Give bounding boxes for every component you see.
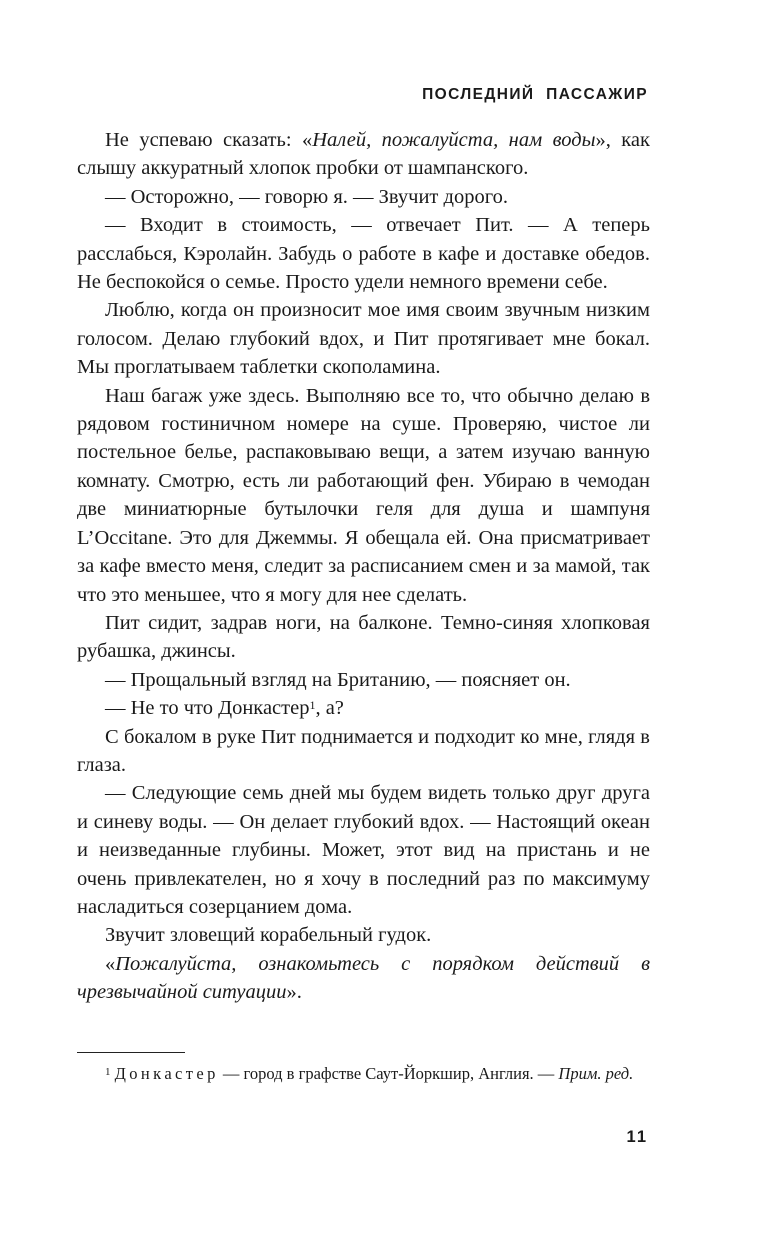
paragraph: — Входит в стоимость, — отвечает Пит. — А теперь расслабься, Кэролайн. Забудь о работе в кафе и доставке обедов. Не беспокойся о семье. Просто удели немного времени себе. <box>77 214 650 294</box>
footnote-editor-note: Прим. ред. <box>558 1064 634 1083</box>
footnote-marker[interactable]: 1 <box>309 698 316 713</box>
paragraph: Наш багаж уже здесь. Выполняю все то, что обычно делаю в рядовом гостиничном номере на суше. Проверяю, чистое ли постельное белье, распаковываю вещи, а затем изучаю ванную комнату. Смотрю, есть ли работающий фен. Убираю в чемодан две миниатюрные бутылочки геля для душа и шампуня L’Occitane. Это для Джеммы. Я обещала ей. Она присматривает за кафе вместо меня, следит за расписанием смен и за мамой, так что это меньшее, что я могу для нее сделать. <box>77 384 650 606</box>
footnote-number: 1 <box>105 1066 111 1078</box>
italic-run: Налей, пожалуйста, нам воды <box>312 129 596 151</box>
text-run: », как слышу аккуратный хлопок пробки от шампанского. <box>77 129 650 180</box>
paragraph: Пит сидит, задрав ноги, на балконе. Темно-синяя хлопковая рубашка, джинсы. <box>77 611 650 663</box>
paragraph: — Осторожно, — говорю я. — Звучит дорого. <box>105 185 508 208</box>
main-text <box>77 126 650 1007</box>
paragraph: — Прощальный взгляд на Британию, — поясняет он. <box>105 668 571 691</box>
footnote-divider <box>77 1052 185 1053</box>
text-run: , а? <box>315 697 344 720</box>
footnote <box>77 1062 650 1086</box>
paragraph <box>77 126 650 183</box>
running-header: ПОСЛЕДНИЙ ПАССАЖИР <box>422 86 648 103</box>
italic-run: Пожалуйста, ознакомьтесь с порядком действий в чрезвычайной ситуации <box>77 952 650 1004</box>
paragraph: Люблю, когда он произносит мое имя своим звучным низким голосом. Делаю глубокий вдох, и Пит протягивает мне бокал. Мы проглатываем таблетки скополамина. <box>77 299 650 379</box>
paragraph: С бокалом в руке Пит поднимается и подходит ко мне, глядя в глаза. <box>77 725 650 776</box>
page-number: 11 <box>626 1128 648 1146</box>
text-run: Не успеваю сказать: « <box>105 129 313 151</box>
paragraph: Звучит зловещий корабельный гудок. <box>105 924 432 947</box>
paragraph <box>77 694 650 722</box>
footnote-text: — город в графстве Саут-Йоркшир, Англия. — <box>218 1064 559 1083</box>
text-run: ». <box>286 981 302 1004</box>
text-run: « <box>105 952 116 975</box>
paragraph <box>77 950 650 1007</box>
footnote-term: Донкастер <box>114 1064 219 1083</box>
paragraph: — Следующие семь дней мы будем видеть только друг друга и синеву воды. — Он делает глубокий вдох. — Настоящий океан и неизведанные глубины. Может, этот вид на пристань и не очень привлекателен, но я хочу в последний раз по максимуму насладиться созерцанием дома. <box>77 782 650 918</box>
text-run: — Не то что Донкастер <box>105 697 310 720</box>
